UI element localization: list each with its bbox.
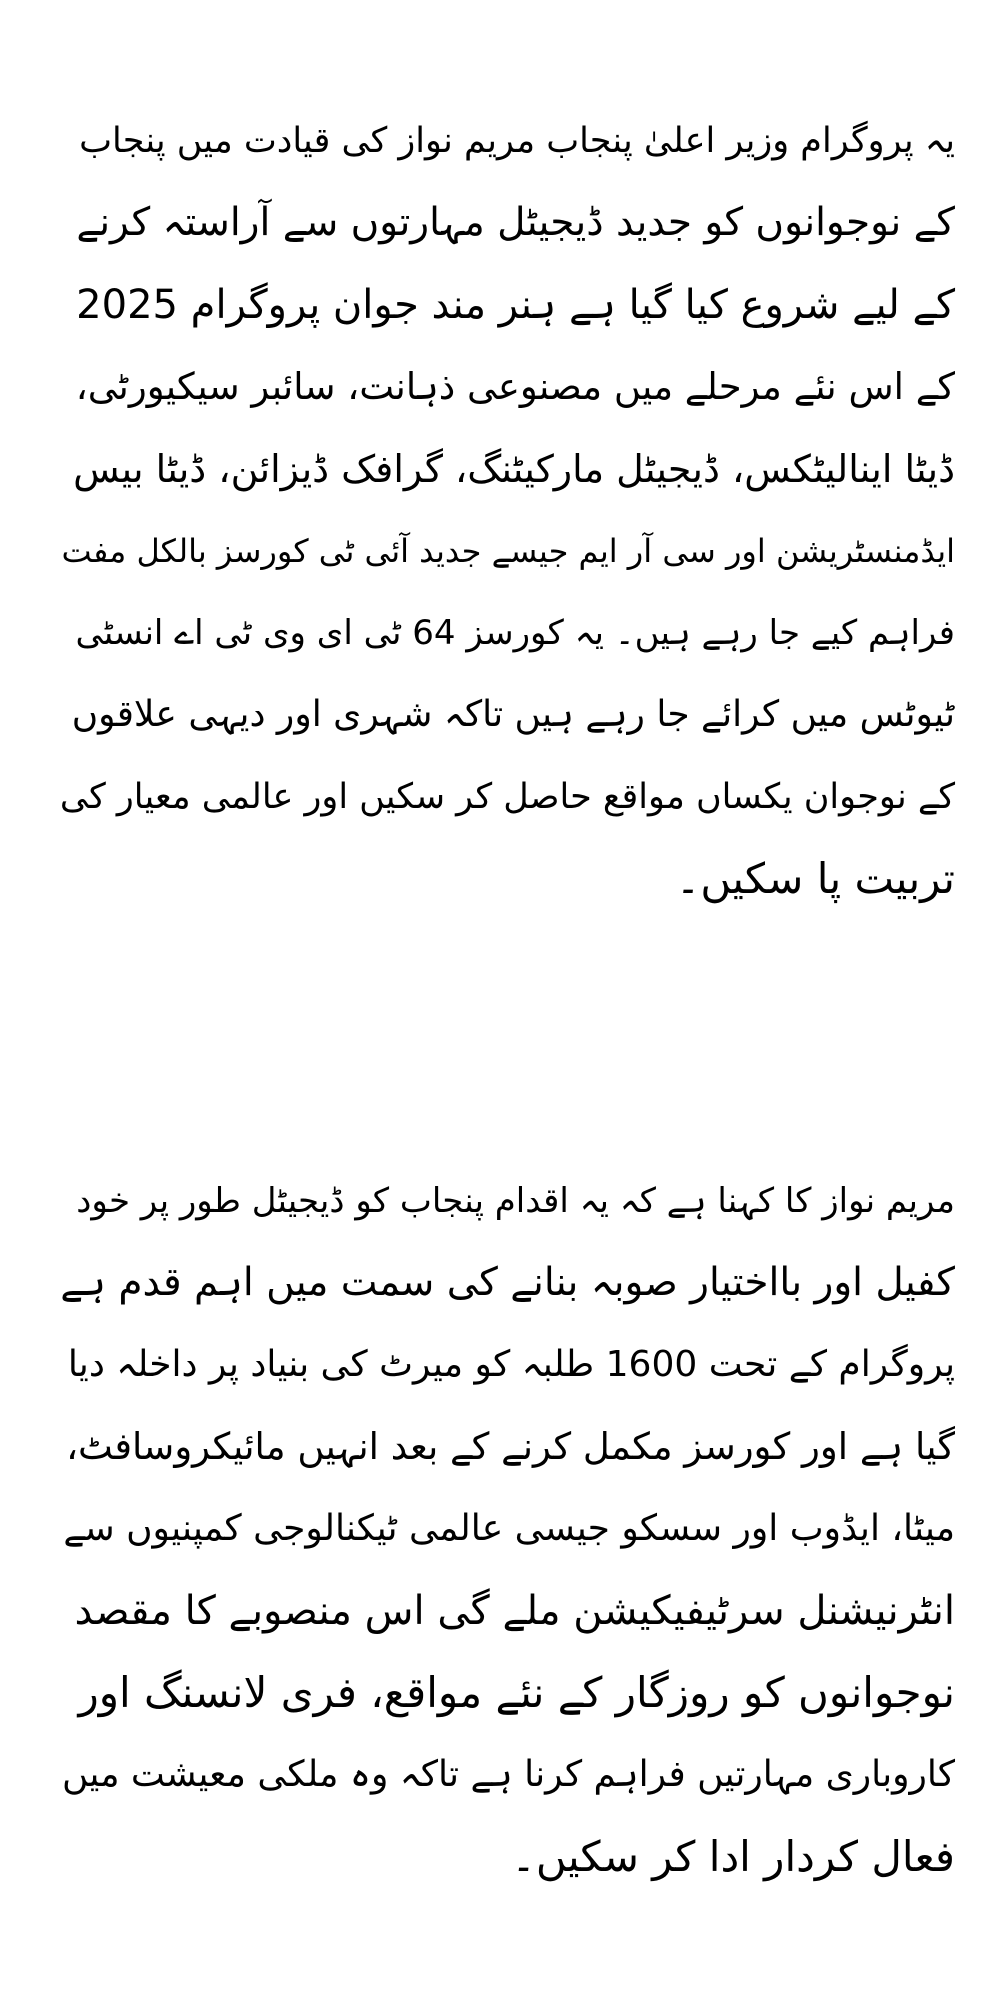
text-line: کے اس نئے مرحلے میں مصنوعی ذہانت، سائبر سیکیورٹی، xyxy=(75,365,955,408)
text-line: گیا ہے اور کورسز مکمل کرنے کے بعد انہیں مائیکروسافٹ، xyxy=(66,1425,955,1468)
text-line: کے نوجوانوں کو جدید ڈیجیٹل مہارتوں سے آراستہ کرنے xyxy=(76,200,955,245)
text-line: کے نوجوان یکساں مواقع حاصل کر سکیں اور عالمی معیار کی xyxy=(59,777,955,817)
text-line: پروگرام کے تحت 1600 طلبہ کو میرٹ کی بنیاد پر داخلہ دیا xyxy=(67,1344,955,1385)
paragraph-maryam-statement xyxy=(55,1160,955,1898)
text-line: تربیت پا سکیں۔ xyxy=(675,854,955,903)
text-line: میٹا، ایڈوب اور سسکو جیسی عالمی ٹیکنالوجی کمپنیوں سے xyxy=(63,1508,955,1549)
text-line: کفیل اور بااختیار صوبہ بنانے کی سمت میں اہم قدم ہے xyxy=(60,1260,955,1305)
text-line: فراہم کیے جا رہے ہیں۔ یہ کورسز 64 ٹی ای وی ٹی اے انسٹی xyxy=(75,613,955,653)
text-line: ایڈمنسٹریشن اور سی آر ایم جیسے جدید آئی ٹی کورسز بالکل مفت xyxy=(61,532,955,570)
text-line: مریم نواز کا کہنا ہے کہ یہ اقدام پنجاب کو ڈیجیٹل طور پر خود xyxy=(76,1181,955,1221)
text-line: فعال کردار ادا کر سکیں۔ xyxy=(511,1832,955,1881)
text-line: کاروباری مہارتیں فراہم کرنا ہے تاکہ وہ ملکی معیشت میں xyxy=(61,1754,955,1795)
paragraph-program-intro xyxy=(55,100,955,920)
text-line: کے لیے شروع کیا گیا ہے ہنر مند جوان پروگرام 2025 xyxy=(76,282,955,328)
text-line: نوجوانوں کو روزگار کے نئے مواقع، فری لانسنگ اور xyxy=(78,1668,955,1717)
text-line: یہ پروگرام وزیر اعلیٰ پنجاب مریم نواز کی قیادت میں پنجاب xyxy=(79,121,955,161)
text-line: ٹیوٹس میں کرائے جا رہے ہیں تاکہ شہری اور دیہی علاقوں xyxy=(71,694,955,735)
text-line: ڈیٹا اینالیٹکس، ڈیجیٹل مارکیٹنگ، گرافک ڈیزائن، ڈیٹا بیس xyxy=(73,447,955,491)
text-line: انٹرنیشنل سرٹیفیکیشن ملے گی اس منصوبے کا مقصد xyxy=(74,1588,955,1634)
